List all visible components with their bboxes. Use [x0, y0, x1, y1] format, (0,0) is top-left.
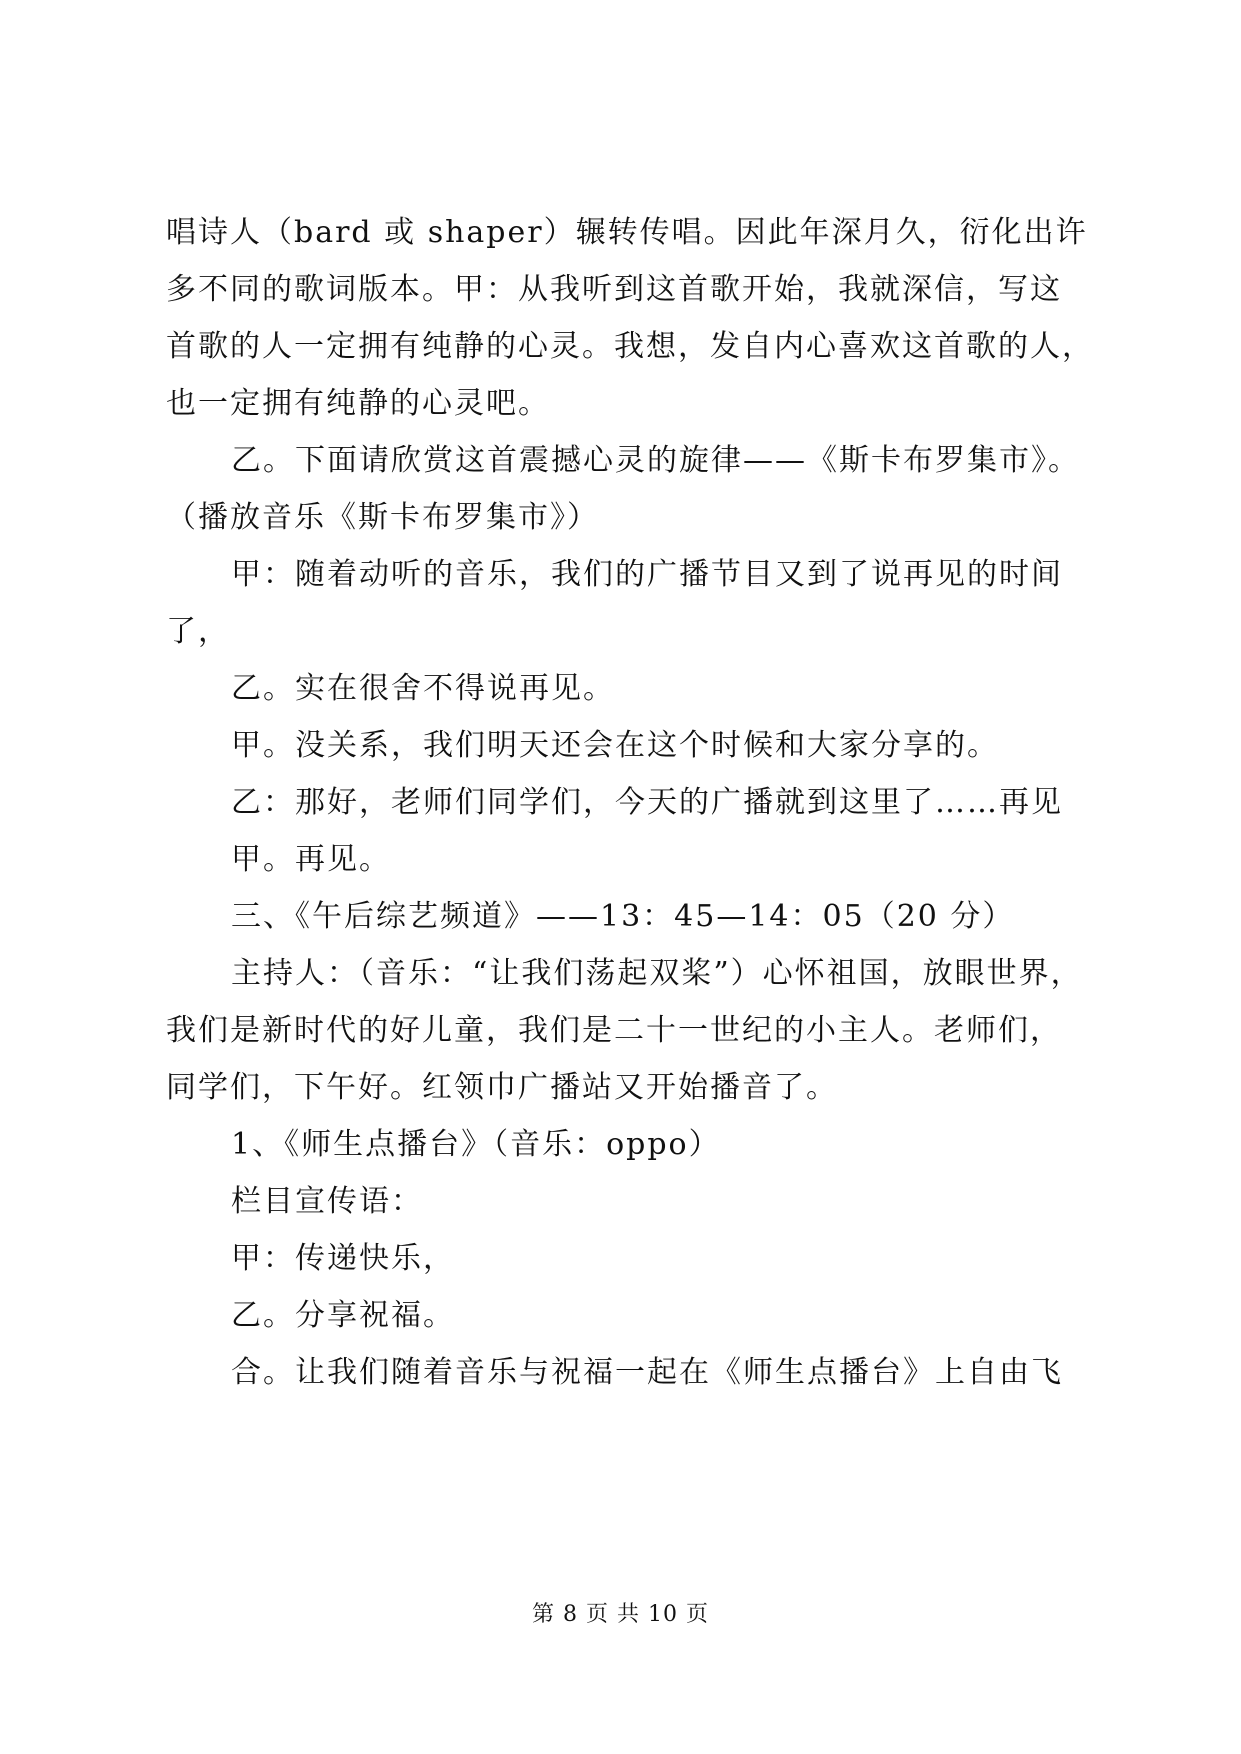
- text-line-12: 甲。再见。: [231, 842, 391, 877]
- text-line-14: 主持人：（音乐：“让我们荡起双桨”）心怀祖国，放眼世界，: [231, 956, 1083, 991]
- text-line-6: （播放音乐《斯卡布罗集市》）: [166, 500, 599, 535]
- text-line-2: 多不同的歌词版本。甲：从我听到这首歌开始，我就深信，写这: [166, 272, 1062, 307]
- text-line-1: 唱诗人（bard 或 shaper）辗转传唱。因此年深月久，衍化出许: [166, 215, 1088, 250]
- text-line-11: 乙：那好，老师们同学们，今天的广播就到这里了……再见: [231, 785, 1063, 820]
- text-line-17: 1、《师生点播台》（音乐：oppo）: [231, 1127, 721, 1162]
- text-line-21: 合。让我们随着音乐与祝福一起在《师生点播台》上自由飞: [231, 1355, 1063, 1390]
- page-footer: 第 8 页 共 10 页: [532, 1602, 709, 1627]
- text-line-10: 甲。没关系，我们明天还会在这个时候和大家分享的。: [231, 728, 999, 763]
- text-line-5: 乙。下面请欣赏这首震撼心灵的旋律——《斯卡布罗集市》。: [231, 443, 1080, 478]
- text-line-20: 乙。分享祝福。: [231, 1298, 455, 1333]
- text-line-3: 首歌的人一定拥有纯静的心灵。我想，发自内心喜欢这首歌的人，: [166, 329, 1094, 364]
- text-line-7: 甲：随着动听的音乐，我们的广播节目又到了说再见的时间: [231, 557, 1063, 592]
- text-line-4: 也一定拥有纯静的心灵吧。: [166, 386, 550, 421]
- text-line-15: 我们是新时代的好儿童，我们是二十一世纪的小主人。老师们，: [166, 1013, 1062, 1048]
- text-line-19: 甲：传递快乐，: [231, 1241, 455, 1276]
- text-line-9: 乙。实在很舍不得说再见。: [231, 671, 615, 706]
- text-line-13: 三、《午后综艺频道》——13：45—14：05（20 分）: [231, 899, 1015, 934]
- text-line-18: 栏目宣传语：: [231, 1184, 423, 1219]
- text-line-8: 了，: [166, 614, 230, 649]
- text-line-16: 同学们，下午好。红领巾广播站又开始播音了。: [166, 1070, 838, 1105]
